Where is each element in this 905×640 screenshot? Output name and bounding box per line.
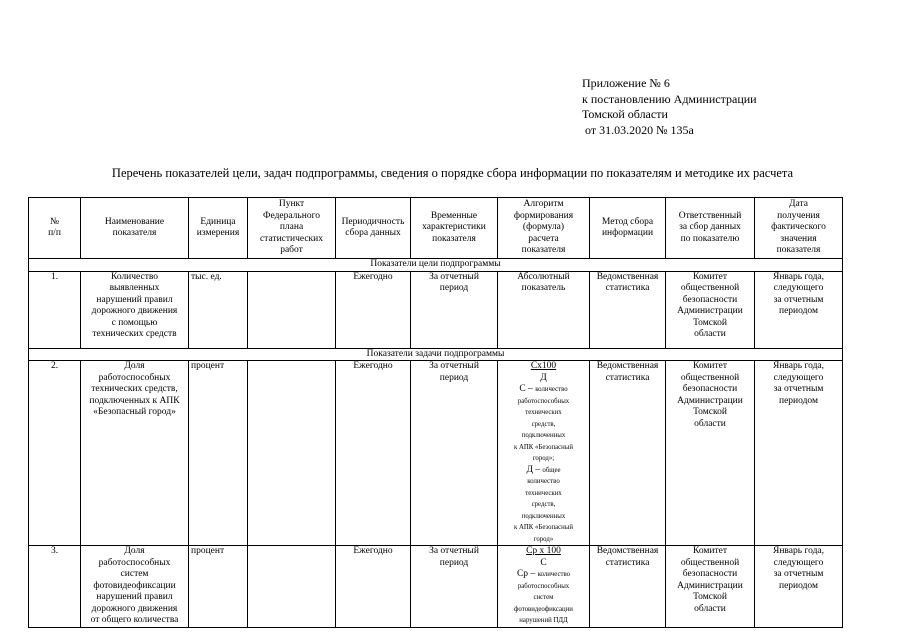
row-1-responsible: Комитет общественной безопасности Администрации Томской области <box>666 271 755 348</box>
row-2-formula-d-lead: Д – <box>526 464 543 475</box>
header-num: № п/п <box>29 198 81 259</box>
row-3-num: 3. <box>29 546 81 628</box>
row-1-plan-item <box>248 271 336 348</box>
row-2-time-char: За отчетный период <box>411 361 498 546</box>
row-2-date: Январь года, следующего за отчетным периодом <box>755 361 843 546</box>
row-1-num: 1. <box>29 271 81 348</box>
row-3-date: Январь года, следующего за отчетным периодом <box>755 546 843 628</box>
row-1-periodicity: Ежегодно <box>336 271 411 348</box>
row-2-formula-c-desc: количество работоспособных технических средств, подключенных к АПК «Безопасный город»; <box>513 386 573 462</box>
row-1-date: Январь года, следующего за отчетным периодом <box>755 271 843 348</box>
row-3-formula-numerator: Ср х 100 <box>526 546 561 556</box>
document-title: Перечень показателей цели, задач подпрограммы, сведения о порядке сбора информации по показателям и методике их расчета <box>111 166 794 180</box>
header-responsible: Ответственный за сбор данных по показателю <box>666 198 755 259</box>
row-2-formula-d-desc: общее количество технических средств, подключенных к АПК «Безопасный город» <box>513 466 573 543</box>
row-2-name: Доля работоспособных технических средств, подключенных к АПК «Безопасный город» <box>81 361 189 546</box>
table-row <box>29 546 843 628</box>
section-goal-label: Показатели цели подпрограммы <box>29 259 843 272</box>
row-3-formula-cp-lead: Ср – <box>516 569 538 579</box>
header-formula: Алгоритм формирования (формула) расчета показателя <box>498 198 590 259</box>
row-2-plan-item <box>248 361 336 546</box>
header-plan-item: Пункт Федерального плана статистических работ <box>248 198 336 259</box>
section-tasks-label: Показатели задачи подпрограммы <box>29 348 843 361</box>
table-row <box>29 361 843 546</box>
section-row-tasks <box>29 348 843 361</box>
header-time-char: Временные характеристики показателя <box>411 198 498 259</box>
row-1-unit: тыс. ед. <box>189 271 248 348</box>
header-method: Метод сбора информации <box>590 198 666 259</box>
row-2-formula-numerator: Сх100 <box>530 361 557 371</box>
row-2-unit: процент <box>189 361 248 546</box>
appendix-block <box>582 76 757 138</box>
row-2-method: Ведомственная статистика <box>590 361 666 546</box>
row-2-num: 2. <box>29 361 81 546</box>
row-2-periodicity: Ежегодно <box>336 361 411 546</box>
row-3-responsible: Комитет общественной безопасности Администрации Томской области <box>666 546 755 628</box>
row-2-formula <box>498 361 590 546</box>
indicators-table <box>28 197 843 628</box>
appendix-line-2: к постановлению Администрации <box>582 91 757 106</box>
row-2-formula-c-lead: С – <box>519 384 536 394</box>
row-1-formula: Абсолютный показатель <box>498 271 590 348</box>
appendix-line-3: Томской области <box>582 107 668 121</box>
row-1-method: Ведомственная статистика <box>590 271 666 348</box>
table-row <box>29 271 843 348</box>
table-header-row <box>29 198 843 259</box>
row-3-periodicity: Ежегодно <box>336 546 411 628</box>
row-2-formula-denominator: Д <box>540 372 547 383</box>
row-1-time-char: За отчетный период <box>411 271 498 348</box>
row-1-name: Количество выявленных нарушений правил дорожного движения с помощью технических средств <box>81 271 189 348</box>
row-2-responsible: Комитет общественной безопасности Администрации Томской области <box>666 361 755 546</box>
appendix-line-1: Приложение № 6 <box>582 76 670 90</box>
header-periodicity: Периодичность сбора данных <box>336 198 411 259</box>
row-3-formula-cp-desc: количество работоспособных систем фотовидеофиксации нарушений ПДД <box>514 571 573 624</box>
row-3-unit: процент <box>189 546 248 628</box>
appendix-line-4: от 31.03.2020 № 135а <box>582 122 694 137</box>
header-unit: Единица измерения <box>189 198 248 259</box>
row-3-time-char: За отчетный период <box>411 546 498 628</box>
header-date: Дата получения фактического значения показателя <box>755 198 843 259</box>
row-3-method: Ведомственная статистика <box>590 546 666 628</box>
header-name: Наименование показателя <box>81 198 189 259</box>
row-3-plan-item <box>248 546 336 628</box>
row-3-formula-denominator: С <box>540 557 547 568</box>
row-3-name: Доля работоспособных систем фотовидеофиксации нарушений правил дорожного движения от общего количества <box>81 546 189 628</box>
row-3-formula <box>498 546 590 628</box>
section-row-goal <box>29 259 843 272</box>
